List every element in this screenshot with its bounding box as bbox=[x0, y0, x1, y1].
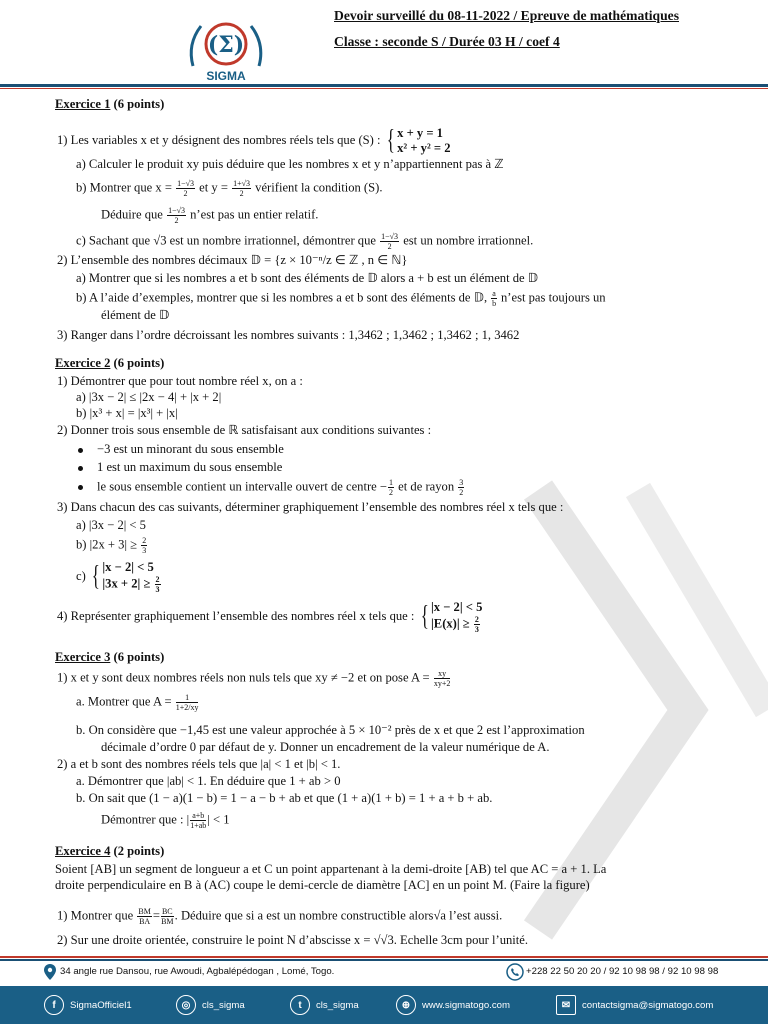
ex4-q1: 1) Montrer que $\frac{BM}{BA}$ = $\frac{BC}{BM}$ . Déduire que si a est un nombre constructible alors√a l’est aussi. bbox=[57, 907, 503, 926]
exercise-3-title: Exercice 3 (6 points) bbox=[55, 650, 165, 664]
svg-text:(Σ): (Σ) bbox=[207, 32, 245, 58]
exam-subtitle: Classe : seconde S / Durée 03 H / coef 4 bbox=[334, 34, 560, 49]
ex3-q1b-cont: décimale d’ordre 0 par défaut de y. Donner un encadrement de la valeur numérique de A. bbox=[101, 740, 550, 754]
ex3-q2b: b. On sait que (1 − a)(1 − b) = 1 − a − b + ab et que (1 + a)(1 + b) = 1 + a + b + ab. bbox=[76, 791, 493, 805]
logo-text: SIGMA bbox=[206, 69, 246, 83]
instagram-icon: ◎ bbox=[176, 995, 196, 1015]
exam-title: Devoir surveillé du 08-11-2022 / Epreuve de mathématiques bbox=[334, 8, 679, 23]
ex1-q3: 3) Ranger dans l’ordre décroissant les nombres suivants : 1,3462 ; 1,3462 ; 1,3462 ; 1, 3462 bbox=[57, 328, 520, 342]
ex3-q1b: b. On considère que −1,45 est une valeur approchée à 5 × 10⁻² près de x et que 2 est l’approximation bbox=[76, 723, 585, 737]
ex2-q2-bullet2: 1 est un maximum du sous ensemble bbox=[78, 459, 282, 475]
ex2-q3c: c) { |x − 2| < 5 |3x + 2| ≥ $\frac{2}{3}$ bbox=[76, 560, 160, 594]
ex3-q2: 2) a et b sont des nombres réels tels que |a| < 1 et |b| < 1. bbox=[57, 757, 341, 771]
ex1-q1a: a) Calculer le produit xy puis déduire que les nombres x et y n’appartiennent pas à ℤ bbox=[76, 157, 504, 171]
envelope-icon: ✉ bbox=[556, 995, 576, 1015]
footer-email[interactable]: ✉ contactsigma@sigmatogo.com bbox=[556, 995, 713, 1015]
ex3-q1: 1) x et y sont deux nombres réels non nuls tels que xy ≠ −2 et on pose A = $\frac{xy}{xy+2}$ bbox=[57, 669, 451, 688]
ex3-q2a: a. Démontrer que |ab| < 1. En déduire que 1 + ab > 0 bbox=[76, 774, 341, 788]
ex1-q1b-deduce: Déduire que $\frac{1-√3}{2}$ n’est pas un entier relatif. bbox=[101, 206, 319, 225]
location-pin-icon bbox=[44, 964, 56, 980]
footer-address: 34 angle rue Dansou, rue Awoudi, Agbalépédogan , Lomé, Togo. bbox=[60, 966, 335, 977]
exercise-2-title: Exercice 2 (6 points) bbox=[55, 356, 165, 370]
header-rule bbox=[0, 84, 768, 87]
ex1-q2a: a) Montrer que si les nombres a et b sont des éléments de 𝔻 alors a + b est un élément de 𝔻 bbox=[76, 271, 539, 285]
ex4-intro-2: droite perpendiculaire en B à (AC) coupe le demi-cercle de diamètre [AC] en un point M. (Faire la figure) bbox=[55, 878, 590, 892]
ex4-intro-1: Soient [AB] un segment de longueur a et C un point appartenant à la demi-droite [AB) tel que AC = a + 1. La bbox=[55, 862, 607, 876]
ex1-q1b: b) Montrer que x = $\frac{1-√3}{2}$ et y = $\frac{1+√3}{2}$ vérifient la condition (S). bbox=[76, 179, 383, 198]
ex1-q2: 2) L’ensemble des nombres décimaux 𝔻 = {z × 10⁻ⁿ/z ∈ ℤ , n ∈ ℕ} bbox=[57, 253, 408, 267]
ex1-q2b: b) A l’aide d’exemples, montrer que si les nombres a et b sont des éléments de 𝔻, $\frac{a}{b}$ n’est pas toujours un bbox=[76, 289, 606, 308]
footer-rule-accent bbox=[0, 956, 768, 958]
footer-website[interactable]: ⊕ www.sigmatogo.com bbox=[396, 995, 510, 1015]
ex2-q2: 2) Donner trois sous ensemble de ℝ satisfaisant aux conditions suivantes : bbox=[57, 423, 432, 437]
ex3-q2b-cont: Démontrer que : | $\frac{a+b}{1+ab}$ | < 1 bbox=[101, 811, 230, 830]
ex2-q1a: a) |3x − 2| ≤ |2x − 4| + |x + 2| bbox=[76, 390, 222, 404]
ex2-q2-bullet1: −3 est un minorant du sous ensemble bbox=[78, 441, 284, 457]
twitter-icon: t bbox=[290, 995, 310, 1015]
exercise-4-title: Exercice 4 (2 points) bbox=[55, 844, 165, 858]
ex2-q4: 4) Représenter graphiquement l’ensemble des nombres réel x tels que : { |x − 2| < 5 |E(x)| ≥ $\frac{2}{3}$ bbox=[57, 600, 483, 634]
facebook-icon: f bbox=[44, 995, 64, 1015]
ex2-q1b: b) |x³ + x| = |x³| + |x| bbox=[76, 406, 178, 420]
ex2-q3: 3) Dans chacun des cas suivants, déterminer graphiquement l’ensemble des nombres réel x tels que : bbox=[57, 500, 564, 514]
ex2-q1: 1) Démontrer que pour tout nombre réel x, on a : bbox=[57, 374, 303, 388]
ex2-q3a: a) |3x − 2| < 5 bbox=[76, 518, 146, 532]
ex1-q1: 1) Les variables x et y désignent des nombres réels tels que (S) : { x + y = 1 x² + y² = 2 bbox=[57, 125, 451, 156]
ex1-q1c: c) Sachant que √3 est un nombre irrationnel, démontrer que $\frac{1-√3}{2}$ est un nombre irrationnel. bbox=[76, 232, 534, 251]
ex2-q2-bullet3: le sous ensemble contient un intervalle ouvert de centre − $\frac{1}{2}$ et de rayon $\frac{3}{2}$ bbox=[78, 478, 465, 497]
globe-icon: ⊕ bbox=[396, 995, 416, 1015]
header-rule-accent bbox=[0, 88, 768, 89]
footer-facebook[interactable]: f SigmaOfficiel1 bbox=[44, 995, 132, 1015]
ex2-q3b: b) |2x + 3| ≥ $\frac{2}{3}$ bbox=[76, 536, 147, 555]
footer-phone: +228 22 50 20 20 / 92 10 98 98 / 92 10 98 98 bbox=[526, 966, 719, 977]
exercise-1-title: Exercice 1 (6 points) bbox=[55, 97, 165, 111]
ex4-q2: 2) Sur une droite orientée, construire le point N d’abscisse x = √√3. Echelle 3cm pour l’unité. bbox=[57, 933, 529, 947]
footer-instagram[interactable]: ◎ cls_sigma bbox=[176, 995, 245, 1015]
ex1-q2b-cont: élément de 𝔻 bbox=[101, 308, 170, 322]
phone-icon bbox=[506, 963, 524, 981]
footer-rule bbox=[0, 959, 768, 961]
footer-twitter[interactable]: t cls_sigma bbox=[290, 995, 359, 1015]
ex3-q1a: a. Montrer que A = $\frac{1}{1+2/xy}$ bbox=[76, 693, 199, 712]
sigma-logo bbox=[183, 14, 269, 92]
